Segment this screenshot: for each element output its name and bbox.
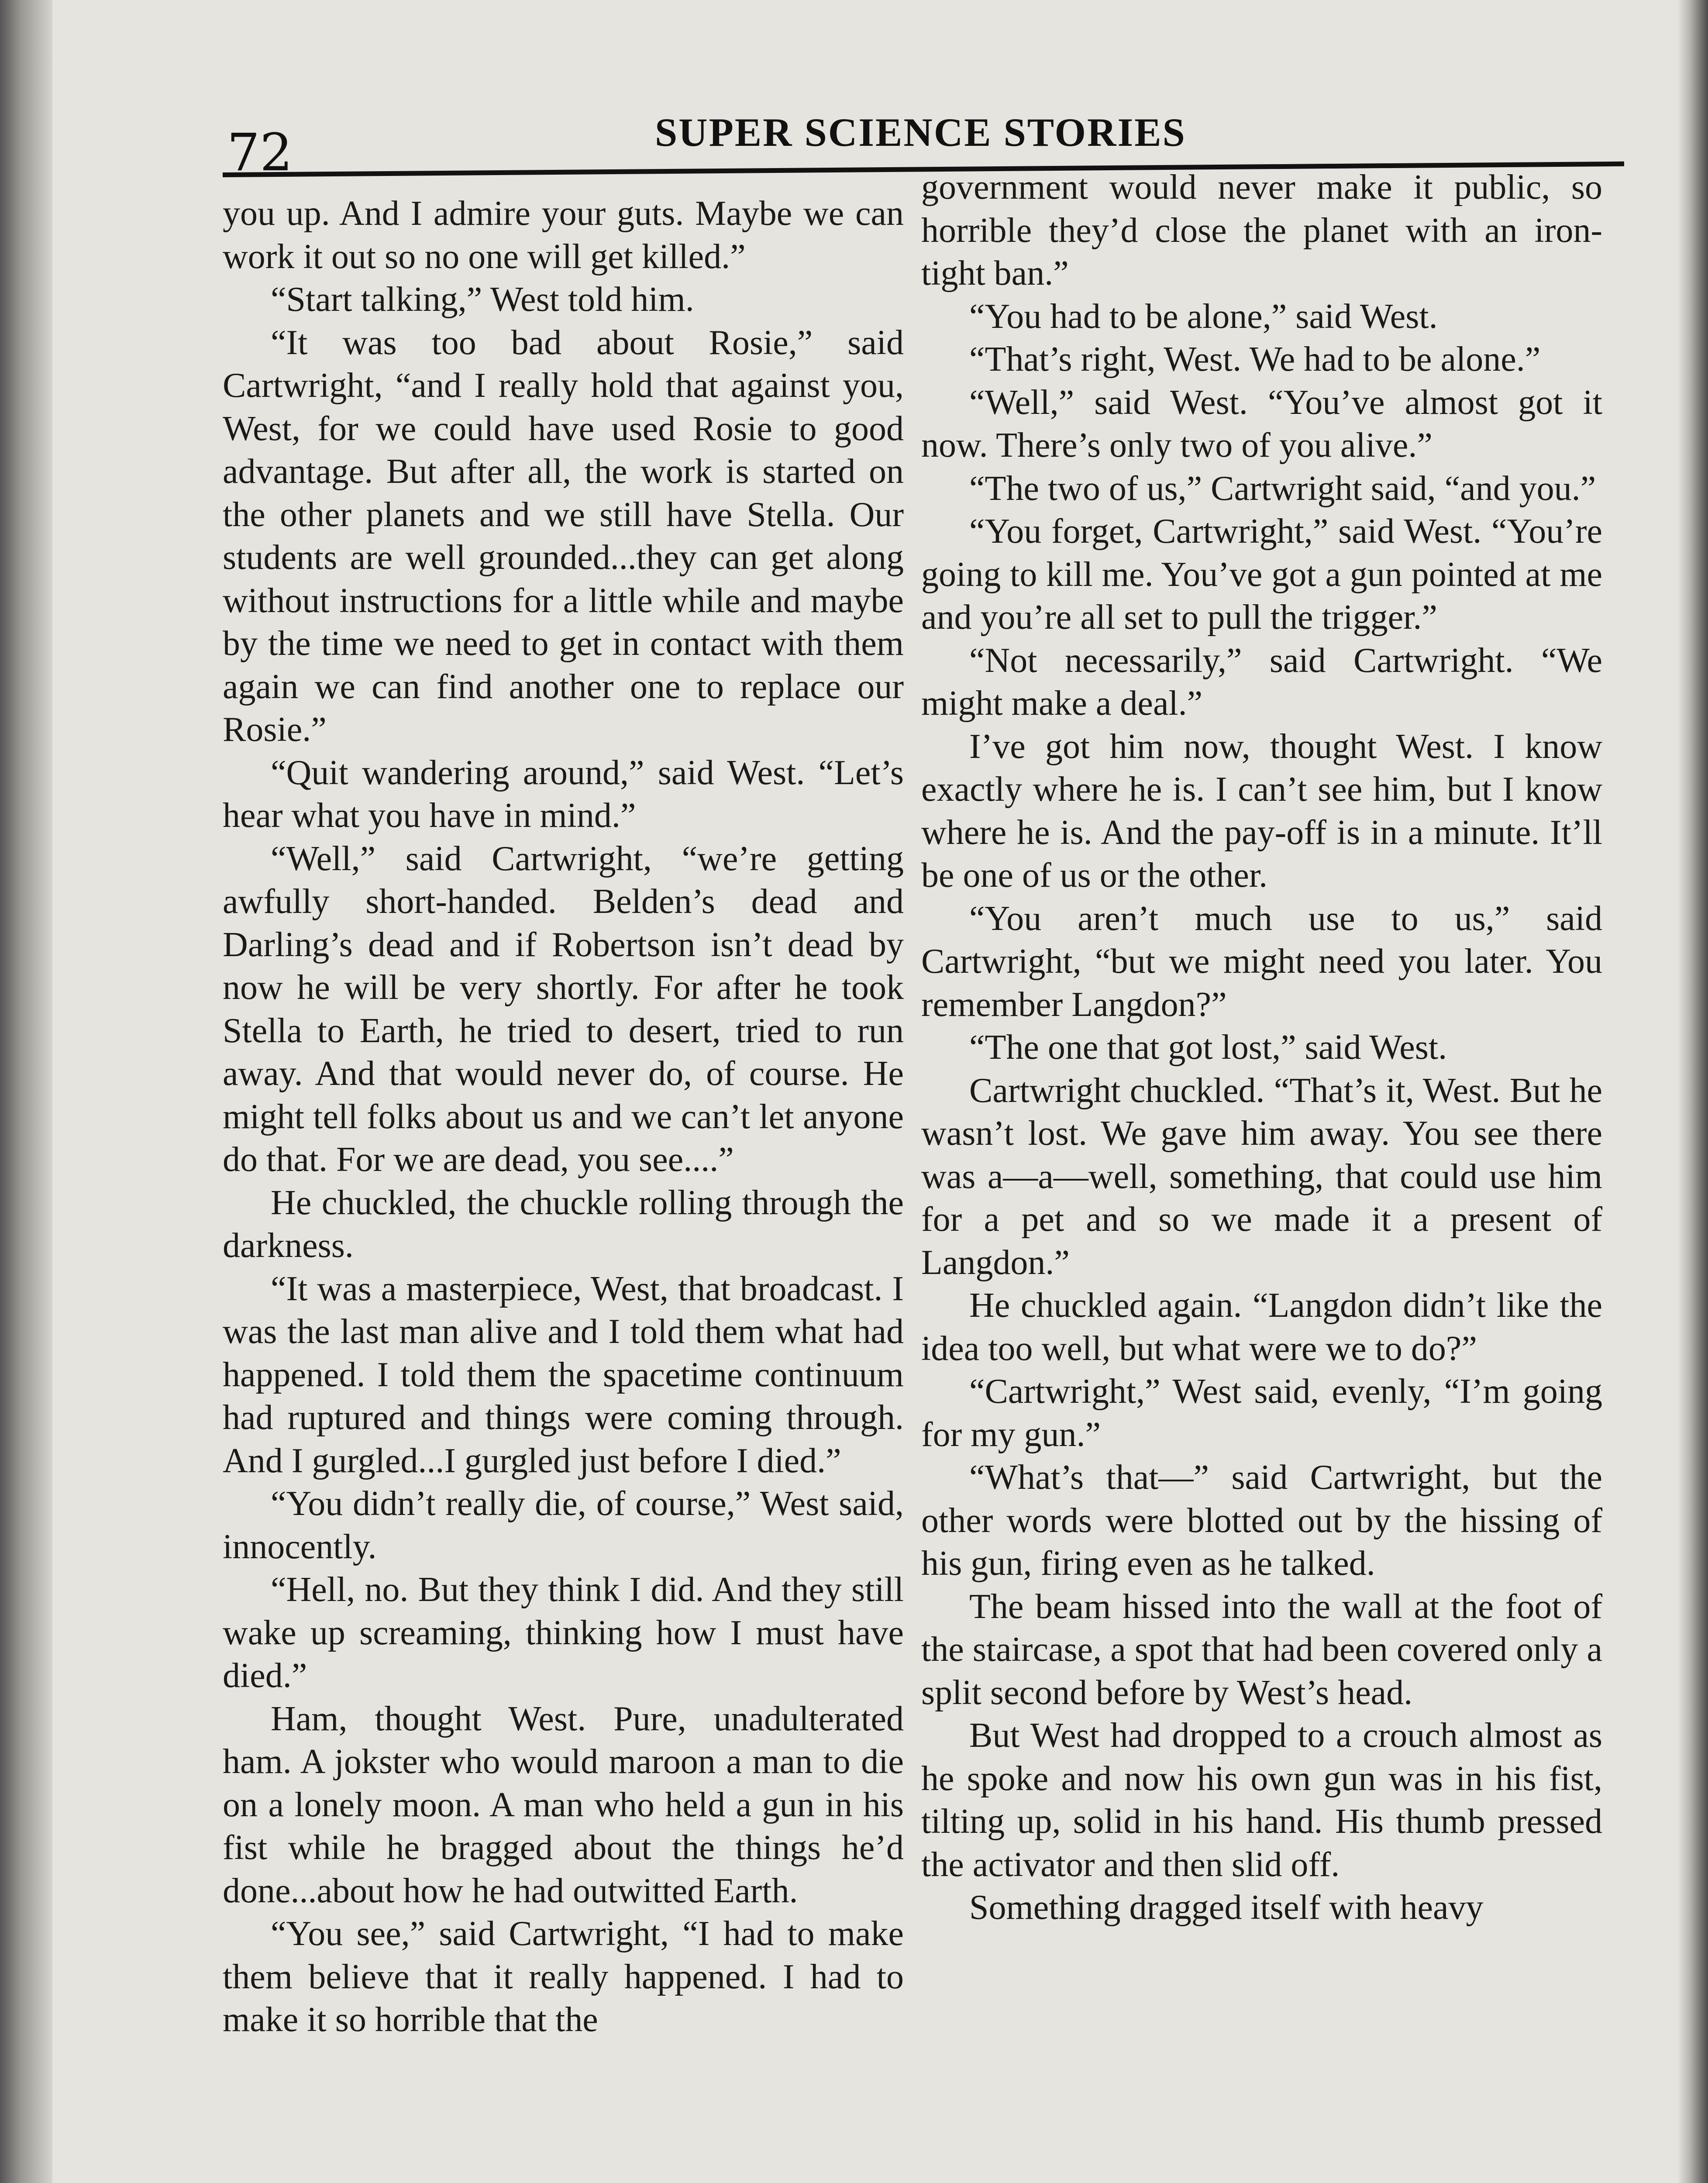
paragraph: “That’s right, West. We had to be alone.” — [969, 340, 1541, 379]
paragraph: “You had to be alone,” said West. — [969, 297, 1438, 336]
paragraph: government would never make it public, so horrible they’d close the planet with an iron-tight ban.” — [921, 168, 1602, 293]
page-edge-shadow — [1677, 0, 1708, 2183]
paragraph: “Cartwright,” West said, evenly, “I’m going for my gun.” — [921, 1372, 1602, 1454]
paragraph: “You didn’t really die, of course,” West said, innocently. — [223, 1484, 904, 1566]
paragraph: He chuckled, the chuckle rolling through the darkness. — [223, 1183, 904, 1265]
paragraph: “You aren’t much use to us,” said Cartwright, “but we might need you later. You remember Langdon?” — [921, 899, 1602, 1024]
paragraph: Something dragged itself with heavy — [969, 1888, 1484, 1927]
binding-shadow — [0, 0, 52, 2183]
paragraph: “You see,” said Cartwright, “I had to make them believe that it really happened. I had to make it so horrible that the — [223, 1914, 904, 2039]
paragraph: I’ve got him now, thought West. I know exactly where he is. I can’t see him, but I know where he is. And the pay-off is in a minute. It’ll be one of us or the other. — [921, 727, 1602, 895]
paragraph: “Well,” said West. “You’ve almost got it now. There’s only two of you alive.” — [921, 383, 1602, 465]
paragraph: “Quit wandering around,” said West. “Let’s hear what you have in mind.” — [223, 753, 904, 835]
paragraph: “It was a masterpiece, West, that broadcast. I was the last man alive and I told them what had happened. I told them the spacetime continuum had ruptured and things were coming through. And I gurgled...I gurgled just before I died.” — [223, 1269, 904, 1480]
paragraph: “Hell, no. But they think I did. And they still wake up screaming, thinking how I must have died.” — [223, 1570, 904, 1695]
paragraph: “Not necessarily,” said Cartwright. “We might make a deal.” — [921, 641, 1602, 723]
paragraph: Ham, thought West. Pure, unadulterated ham. A jokster who would maroon a man to die on a lonely moon. A man who held a gun in his fist while he bragged about the things he’d done...about how he had outwitted Earth. — [223, 1699, 904, 1910]
paragraph: He chuckled again. “Langdon didn’t like the idea too well, but what were we to do?” — [921, 1286, 1602, 1368]
paragraph: “It was too bad about Rosie,” said Cartwright, “and I really hold that against you, West, for we could have used Rosie to good advantage. But after all, the work is started on the other planets and we still have Stella. Our students are well grounded...they can get along without instructions for a little while and maybe by the time we need to get in contact with them again we can find another one to replace our Rosie.” — [223, 323, 904, 749]
right-column — [921, 166, 1602, 1929]
paragraph: “The one that got lost,” said West. — [969, 1028, 1447, 1067]
paragraph: The beam hissed into the wall at the foot of the staircase, a spot that had been covered only a split second before by West’s head. — [921, 1587, 1602, 1712]
paragraph: “Well,” said Cartwright, “we’re getting awfully short-handed. Belden’s dead and Darling’s dead and if Robertson isn’t dead by now he will be very shortly. For after he took Stella to Earth, he tried to desert, tried to run away. And that would never do, of course. He might tell folks about us and we can’t let anyone do that. For we are dead, you see....” — [223, 839, 904, 1179]
paragraph: “What’s that—” said Cartwright, but the other words were blotted out by the hissing of his gun, firing even as he talked. — [921, 1458, 1602, 1583]
paragraph: “The two of us,” Cartwright said, “and you.” — [969, 469, 1596, 508]
running-title: SUPER SCIENCE STORIES — [655, 110, 1186, 155]
paragraph: “Start talking,” West told him. — [271, 280, 694, 319]
left-column — [223, 192, 904, 2042]
page-number: 72 — [227, 122, 293, 182]
paragraph: “You forget, Cartwright,” said West. “You’re going to kill me. You’ve got a gun pointed at me and you’re all set to pull the trigger.” — [921, 512, 1602, 637]
paragraph: you up. And I admire your guts. Maybe we can work it out so no one will get killed.” — [223, 194, 904, 276]
paragraph: Cartwright chuckled. “That’s it, West. But he wasn’t lost. We gave him away. You see there was a—a—well, something, that could use him for a pet and so we made it a present of Langdon.” — [921, 1071, 1602, 1282]
paragraph: But West had dropped to a crouch almost as he spoke and now his own gun was in his fist, tilting up, solid in his hand. His thumb pressed the activator and then slid off. — [921, 1716, 1602, 1884]
